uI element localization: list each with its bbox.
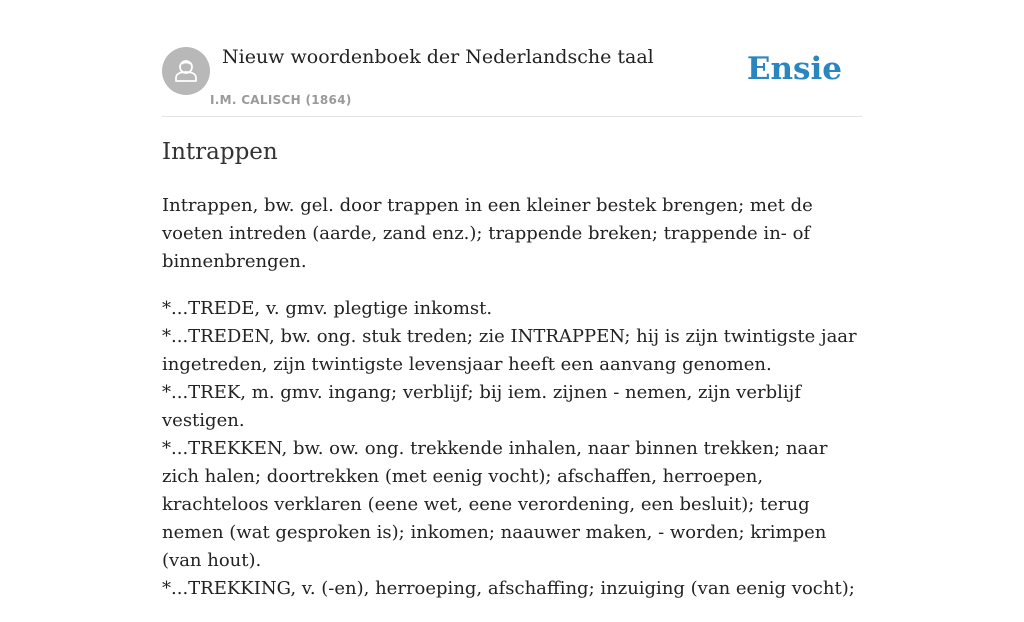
subentry: *...TREKKING, v. (-en), herroeping, afschaffing; inzuiging (van eenig vocht); (162, 578, 855, 599)
user-placeholder-icon (162, 47, 210, 95)
book-title[interactable]: Nieuw woordenboek der Nederlandsche taal (222, 46, 654, 68)
book-author[interactable]: I.M. CALISCH (1864) (210, 93, 352, 107)
entry-definition: Intrappen, bw. gel. door trappen in een kleiner bestek brengen; met de voeten intreden (aarde, zand enz.); trappende breken; trappende in- of binnenbrengen. (162, 195, 813, 272)
subentry: *...TREKKEN, bw. ow. ong. trekkende inhalen, naar binnen trekken; naar zich halen; doortrekken (met eenig vocht); afschaffen, herroepen, krachteloos verklaren (eene wet, eene verordening, een besluit); terug nemen (wat gesproken is); inkomen; naauwer maken, - worden; krimpen (van hout). (162, 438, 828, 571)
subentry: *...TREDE, v. gmv. plegtige inkomst. (162, 298, 493, 319)
subentry: *...TREDEN, bw. ong. stuk treden; zie INTRAPPEN; hij is zijn twintigste jaar ingetreden, zijn twintigste levensjaar heeft een aanvang genomen. (162, 326, 857, 375)
entry-title: Intrappen (162, 139, 278, 165)
subentry: *...TREK, m. gmv. ingang; verblijf; bij iem. zijnen - nemen, zijn verblijf vestigen. (162, 382, 801, 431)
dictionary-header (162, 46, 862, 117)
entry-body (162, 192, 862, 622)
subentry-list (162, 295, 862, 603)
ensie-logo[interactable]: Ensie (746, 51, 842, 87)
